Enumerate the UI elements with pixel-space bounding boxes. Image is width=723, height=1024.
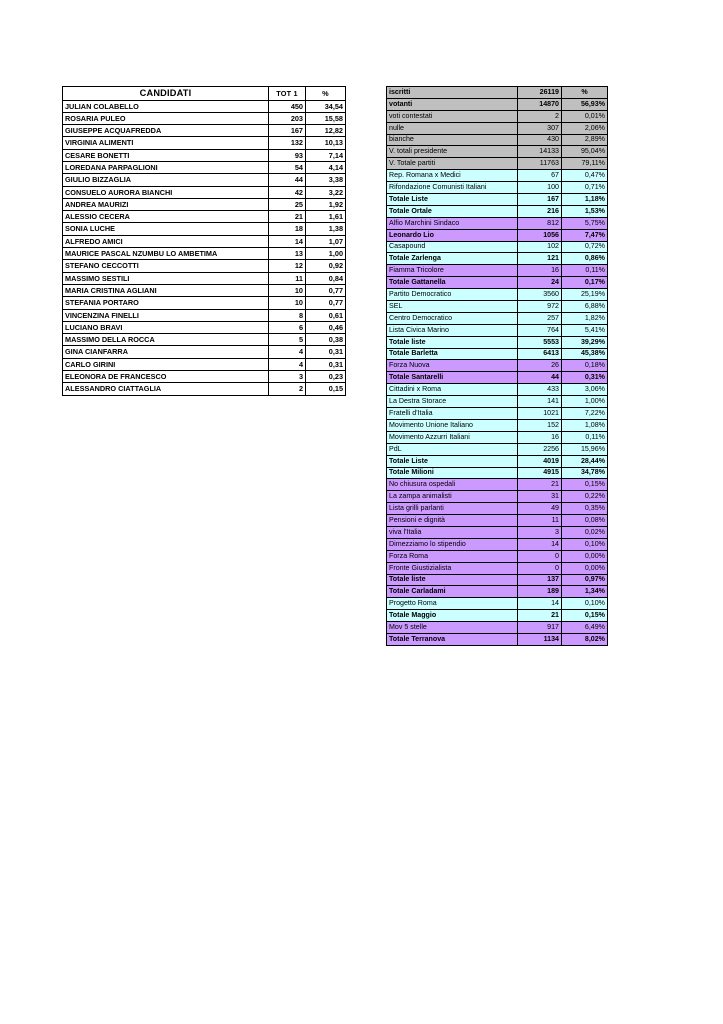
result-percent: 1,34% — [562, 586, 608, 598]
candidate-percent: 0,77 — [306, 284, 346, 296]
candidate-total: 13 — [269, 248, 306, 260]
result-percent: 0,00% — [562, 562, 608, 574]
candidate-name: LOREDANA PARPAGLIONI — [63, 161, 269, 173]
result-value: 44 — [518, 372, 562, 384]
candidate-percent: 7,14 — [306, 149, 346, 161]
result-percent: 0,86% — [562, 253, 608, 265]
candidate-percent: 3,38 — [306, 174, 346, 186]
result-value: 100 — [518, 182, 562, 194]
results-table-body — [387, 87, 608, 646]
result-label: Fronte Giustizialista — [387, 562, 518, 574]
candidate-total: 4 — [269, 358, 306, 370]
result-label: votanti — [387, 98, 518, 110]
candidate-name: CESARE BONETTI — [63, 149, 269, 161]
table-row — [387, 253, 608, 265]
result-value: 216 — [518, 205, 562, 217]
candidate-name: LUCIANO BRAVI — [63, 321, 269, 333]
result-percent: 0,18% — [562, 360, 608, 372]
result-value: 3560 — [518, 289, 562, 301]
result-value: 6413 — [518, 348, 562, 360]
result-value: 21 — [518, 610, 562, 622]
result-label: Rifondazione Comunisti Italiani — [387, 182, 518, 194]
candidate-total: 93 — [269, 149, 306, 161]
result-value: 307 — [518, 122, 562, 134]
result-percent: 1,00% — [562, 396, 608, 408]
result-value: 189 — [518, 586, 562, 598]
table-row — [387, 408, 608, 420]
result-percent: 1,82% — [562, 312, 608, 324]
result-percent: 0,97% — [562, 574, 608, 586]
result-percent: 0,15% — [562, 610, 608, 622]
result-value: 764 — [518, 324, 562, 336]
table-row — [387, 598, 608, 610]
result-percent: 0,47% — [562, 170, 608, 182]
result-label: Totale liste — [387, 574, 518, 586]
result-percent: 28,44% — [562, 455, 608, 467]
result-percent: 45,38% — [562, 348, 608, 360]
candidates-table-header — [63, 87, 346, 101]
result-value: 5553 — [518, 336, 562, 348]
candidates-table — [62, 86, 346, 396]
result-value: 433 — [518, 384, 562, 396]
table-row — [63, 321, 346, 333]
table-row — [387, 384, 608, 396]
table-row — [387, 205, 608, 217]
candidate-percent: 0,15 — [306, 383, 346, 395]
table-row — [387, 622, 608, 634]
candidate-name: CARLO GIRINI — [63, 358, 269, 370]
candidate-total: 14 — [269, 235, 306, 247]
candidate-percent: 3,22 — [306, 186, 346, 198]
candidate-total: 42 — [269, 186, 306, 198]
table-row — [387, 277, 608, 289]
candidate-total: 5 — [269, 334, 306, 346]
result-value: 812 — [518, 217, 562, 229]
table-row — [63, 309, 346, 321]
result-label: Fratelli d'Italia — [387, 408, 518, 420]
result-percent: 34,78% — [562, 467, 608, 479]
result-label: Mov 5 stelle — [387, 622, 518, 634]
candidate-total: 18 — [269, 223, 306, 235]
result-value: 257 — [518, 312, 562, 324]
candidate-percent: 0,77 — [306, 297, 346, 309]
result-percent: 0,01% — [562, 110, 608, 122]
result-percent: 0,71% — [562, 182, 608, 194]
result-value: 3 — [518, 526, 562, 538]
table-row — [63, 211, 346, 223]
result-percent: 25,19% — [562, 289, 608, 301]
candidate-name: JULIAN COLABELLO — [63, 100, 269, 112]
result-label: No chiusura ospedali — [387, 479, 518, 491]
candidate-name: CONSUELO AURORA BIANCHI — [63, 186, 269, 198]
result-label: Totale Liste — [387, 455, 518, 467]
table-row — [387, 110, 608, 122]
result-value: 14 — [518, 538, 562, 550]
candidate-name: VINCENZINA FINELLI — [63, 309, 269, 321]
table-row — [63, 235, 346, 247]
table-header-row — [63, 87, 346, 101]
result-label: La Destra Storace — [387, 396, 518, 408]
result-percent: 2,06% — [562, 122, 608, 134]
table-row — [387, 467, 608, 479]
candidate-percent: 1,92 — [306, 198, 346, 210]
result-value: 1056 — [518, 229, 562, 241]
table-row — [387, 122, 608, 134]
candidate-total: 12 — [269, 260, 306, 272]
candidates-table-body — [63, 100, 346, 395]
result-label: SEL — [387, 301, 518, 313]
result-value: 11 — [518, 515, 562, 527]
table-row — [63, 272, 346, 284]
result-percent: 0,22% — [562, 491, 608, 503]
result-value: 0 — [518, 562, 562, 574]
result-percent: 56,93% — [562, 98, 608, 110]
table-row — [63, 284, 346, 296]
result-value: 917 — [518, 622, 562, 634]
table-row — [387, 633, 608, 645]
table-row — [387, 610, 608, 622]
results-table — [386, 86, 608, 646]
result-percent: 0,35% — [562, 503, 608, 515]
result-percent: 39,29% — [562, 336, 608, 348]
table-row — [387, 550, 608, 562]
table-row — [387, 443, 608, 455]
table-row — [387, 134, 608, 146]
candidate-name: VIRGINIA ALIMENTI — [63, 137, 269, 149]
table-row — [387, 491, 608, 503]
table-row — [63, 186, 346, 198]
result-label: Totale liste — [387, 336, 518, 348]
candidate-percent: 1,61 — [306, 211, 346, 223]
table-row — [387, 419, 608, 431]
candidate-total: 25 — [269, 198, 306, 210]
candidate-name: MARIA CRISTINA AGLIANI — [63, 284, 269, 296]
result-percent: 2,89% — [562, 134, 608, 146]
result-percent: 5,41% — [562, 324, 608, 336]
result-value: 31 — [518, 491, 562, 503]
table-row — [387, 98, 608, 110]
result-value: 24 — [518, 277, 562, 289]
table-row — [387, 170, 608, 182]
result-value: 67 — [518, 170, 562, 182]
result-label: Totale Terranova — [387, 633, 518, 645]
result-percent: 0,00% — [562, 550, 608, 562]
result-label: Lista grilli parlanti — [387, 503, 518, 515]
result-percent: 0,17% — [562, 277, 608, 289]
table-row — [63, 371, 346, 383]
table-row — [63, 334, 346, 346]
result-percent: 79,11% — [562, 158, 608, 170]
result-value: 2256 — [518, 443, 562, 455]
result-percent: 1,53% — [562, 205, 608, 217]
candidate-total: 203 — [269, 112, 306, 124]
candidate-percent: 12,82 — [306, 125, 346, 137]
table-row — [387, 87, 608, 99]
table-row — [63, 174, 346, 186]
result-label: PdL — [387, 443, 518, 455]
candidate-name: GINA CIANFARRA — [63, 346, 269, 358]
result-label: Totale Zarlenga — [387, 253, 518, 265]
column-header-total: TOT 1 — [269, 87, 306, 101]
column-header-percent: % — [562, 87, 608, 99]
candidate-total: 54 — [269, 161, 306, 173]
result-percent: 0,11% — [562, 265, 608, 277]
result-value: 14133 — [518, 146, 562, 158]
result-percent: 0,11% — [562, 431, 608, 443]
candidate-name: MASSIMO DELLA ROCCA — [63, 334, 269, 346]
table-row — [387, 324, 608, 336]
result-label: Movimento Unione Italiano — [387, 419, 518, 431]
table-row — [387, 312, 608, 324]
result-percent: 6,49% — [562, 622, 608, 634]
result-value: 14870 — [518, 98, 562, 110]
result-value: 21 — [518, 479, 562, 491]
table-row — [387, 396, 608, 408]
result-percent: 3,06% — [562, 384, 608, 396]
result-value: 11763 — [518, 158, 562, 170]
candidate-percent: 0,23 — [306, 371, 346, 383]
table-row — [387, 479, 608, 491]
result-label: bianche — [387, 134, 518, 146]
table-row — [63, 297, 346, 309]
candidate-percent: 0,46 — [306, 321, 346, 333]
result-label: Partito Democratico — [387, 289, 518, 301]
result-label: Forza Roma — [387, 550, 518, 562]
result-label: Totale Milioni — [387, 467, 518, 479]
result-label: Leonardo Lio — [387, 229, 518, 241]
candidate-percent: 34,54 — [306, 100, 346, 112]
result-label: Totale Gattanella — [387, 277, 518, 289]
result-label: Casapound — [387, 241, 518, 253]
table-row — [63, 198, 346, 210]
table-row — [387, 574, 608, 586]
result-value: 16 — [518, 431, 562, 443]
table-row — [387, 503, 608, 515]
candidate-percent: 0,84 — [306, 272, 346, 284]
result-value: 167 — [518, 194, 562, 206]
candidate-name: STEFANIA PORTARO — [63, 297, 269, 309]
candidate-percent: 1,38 — [306, 223, 346, 235]
result-percent: 95,04% — [562, 146, 608, 158]
table-row — [387, 431, 608, 443]
candidate-percent: 0,31 — [306, 358, 346, 370]
candidate-percent: 10,13 — [306, 137, 346, 149]
column-header-candidate-name: CANDIDATI — [63, 87, 269, 101]
result-percent: 1,08% — [562, 419, 608, 431]
candidate-total: 10 — [269, 284, 306, 296]
candidate-name: ROSARIA PULEO — [63, 112, 269, 124]
candidate-total: 10 — [269, 297, 306, 309]
result-label: V. Totale partiti — [387, 158, 518, 170]
table-row — [387, 217, 608, 229]
result-label: nulle — [387, 122, 518, 134]
result-percent: 8,02% — [562, 633, 608, 645]
table-row — [63, 358, 346, 370]
result-value: 141 — [518, 396, 562, 408]
result-percent: 0,10% — [562, 598, 608, 610]
result-label: Progetto Roma — [387, 598, 518, 610]
table-row — [387, 586, 608, 598]
result-label: Alfio Marchini Sindaco — [387, 217, 518, 229]
result-percent: 6,88% — [562, 301, 608, 313]
candidate-total: 132 — [269, 137, 306, 149]
table-row — [63, 100, 346, 112]
candidate-name: GIULIO BIZZAGLIA — [63, 174, 269, 186]
result-percent: 5,75% — [562, 217, 608, 229]
table-row — [387, 538, 608, 550]
candidate-total: 6 — [269, 321, 306, 333]
result-label: Totale Maggio — [387, 610, 518, 622]
result-label: Movimento Azzurri Italiani — [387, 431, 518, 443]
candidate-total: 450 — [269, 100, 306, 112]
result-percent: 0,02% — [562, 526, 608, 538]
candidate-name: MASSIMO SESTILI — [63, 272, 269, 284]
result-percent: 15,96% — [562, 443, 608, 455]
candidate-percent: 4,14 — [306, 161, 346, 173]
result-value: 1021 — [518, 408, 562, 420]
result-value: 16 — [518, 265, 562, 277]
candidate-percent: 0,31 — [306, 346, 346, 358]
result-value: 137 — [518, 574, 562, 586]
result-label: Pensioni e dignità — [387, 515, 518, 527]
table-row — [387, 562, 608, 574]
table-row — [63, 248, 346, 260]
table-row — [63, 383, 346, 395]
result-label: Fiamma Tricolore — [387, 265, 518, 277]
table-row — [63, 223, 346, 235]
candidate-name: ALESSIO CECERA — [63, 211, 269, 223]
result-percent: 0,10% — [562, 538, 608, 550]
result-label: Totale Barletta — [387, 348, 518, 360]
result-value: 102 — [518, 241, 562, 253]
result-label: Rep. Romana x Medici — [387, 170, 518, 182]
candidate-percent: 1,00 — [306, 248, 346, 260]
table-row — [387, 455, 608, 467]
candidate-total: 21 — [269, 211, 306, 223]
candidate-percent: 15,58 — [306, 112, 346, 124]
table-row — [63, 112, 346, 124]
result-value: 4915 — [518, 467, 562, 479]
result-label: Centro Democratico — [387, 312, 518, 324]
result-label: Cittadini x Roma — [387, 384, 518, 396]
result-percent: 0,15% — [562, 479, 608, 491]
candidate-total: 4 — [269, 346, 306, 358]
candidate-percent: 1,07 — [306, 235, 346, 247]
result-percent: 0,72% — [562, 241, 608, 253]
result-label: Totale Liste — [387, 194, 518, 206]
result-percent: 0,31% — [562, 372, 608, 384]
candidate-name: MAURICE PASCAL NZUMBU LO AMBETIMA — [63, 248, 269, 260]
result-label: Totale Santarelli — [387, 372, 518, 384]
table-row — [387, 515, 608, 527]
table-row — [63, 346, 346, 358]
candidate-total: 3 — [269, 371, 306, 383]
table-row — [387, 146, 608, 158]
result-percent: 0,08% — [562, 515, 608, 527]
result-label: Totale Ortale — [387, 205, 518, 217]
candidate-total: 167 — [269, 125, 306, 137]
result-percent: 1,18% — [562, 194, 608, 206]
candidate-total: 44 — [269, 174, 306, 186]
candidate-percent: 0,61 — [306, 309, 346, 321]
table-row — [63, 260, 346, 272]
table-row — [387, 229, 608, 241]
table-row — [387, 241, 608, 253]
result-value: 14 — [518, 598, 562, 610]
candidate-total: 2 — [269, 383, 306, 395]
table-row — [387, 289, 608, 301]
candidate-name: ANDREA MAURIZI — [63, 198, 269, 210]
table-row — [63, 161, 346, 173]
column-header-percent: % — [306, 87, 346, 101]
candidate-total: 8 — [269, 309, 306, 321]
result-percent: 7,22% — [562, 408, 608, 420]
candidate-total: 11 — [269, 272, 306, 284]
candidate-name: ELEONORA DE FRANCESCO — [63, 371, 269, 383]
result-label: Lista Civica Marino — [387, 324, 518, 336]
result-label: iscritti — [387, 87, 518, 99]
result-label: Forza Nuova — [387, 360, 518, 372]
result-label: viva l'Italia — [387, 526, 518, 538]
table-row — [387, 182, 608, 194]
table-row — [387, 360, 608, 372]
result-value: 1134 — [518, 633, 562, 645]
result-value: 26 — [518, 360, 562, 372]
result-value: 26119 — [518, 87, 562, 99]
candidate-name: ALESSANDRO CIATTAGLIA — [63, 383, 269, 395]
table-row — [387, 158, 608, 170]
result-label: V. totali presidente — [387, 146, 518, 158]
result-label: Dimezziamo lo stipendio — [387, 538, 518, 550]
result-value: 430 — [518, 134, 562, 146]
table-row — [387, 301, 608, 313]
candidate-name: GIUSEPPE ACQUAFREDDA — [63, 125, 269, 137]
result-value: 121 — [518, 253, 562, 265]
result-value: 0 — [518, 550, 562, 562]
result-label: Totale Carladami — [387, 586, 518, 598]
table-row — [63, 125, 346, 137]
result-value: 2 — [518, 110, 562, 122]
table-row — [387, 348, 608, 360]
candidate-name: SONIA LUCHE — [63, 223, 269, 235]
result-value: 49 — [518, 503, 562, 515]
result-label: La zampa animalisti — [387, 491, 518, 503]
result-value: 152 — [518, 419, 562, 431]
result-value: 972 — [518, 301, 562, 313]
result-label: voti contestati — [387, 110, 518, 122]
candidate-percent: 0,92 — [306, 260, 346, 272]
table-row — [387, 194, 608, 206]
table-row — [63, 149, 346, 161]
table-row — [387, 526, 608, 538]
table-row — [387, 336, 608, 348]
candidate-percent: 0,38 — [306, 334, 346, 346]
candidate-name: ALFREDO AMICI — [63, 235, 269, 247]
candidate-name: STEFANO CECCOTTI — [63, 260, 269, 272]
table-row — [387, 265, 608, 277]
result-percent: 7,47% — [562, 229, 608, 241]
table-row — [387, 372, 608, 384]
result-value: 4019 — [518, 455, 562, 467]
table-row — [63, 137, 346, 149]
